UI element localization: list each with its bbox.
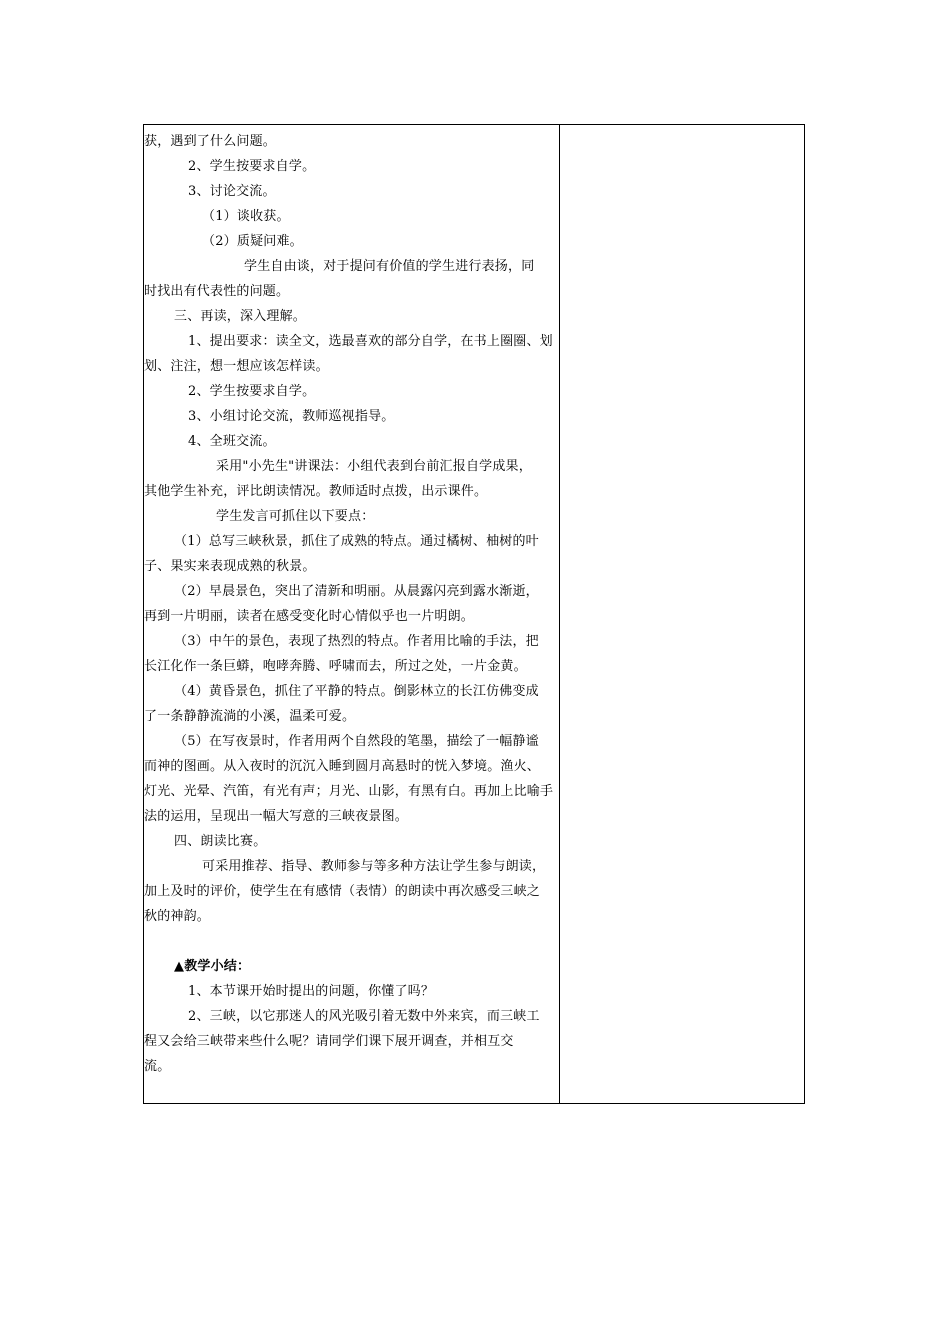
text-line: （3）中午的景色，表现了热烈的特点。作者用比喻的手法，把 xyxy=(174,634,539,649)
text-line: 程又会给三峡带来些什么呢？请同学们课下展开调查，并相互交 xyxy=(144,1034,514,1049)
text-line: 采用"小先生"讲课法：小组代表到台前汇报自学成果， xyxy=(216,459,532,474)
text-line: 1、提出要求：读全文，选最喜欢的部分自学，在书上圈圈、划 xyxy=(188,334,553,349)
text-line: 2、学生按要求自学。 xyxy=(188,384,316,399)
text-line: 长江化作一条巨蟒，咆哮奔腾、呼啸而去，所过之处，一片金黄。 xyxy=(144,659,527,674)
text-line: 再到一片明丽，读者在感受变化时心情似乎也一片明朗。 xyxy=(144,609,475,624)
text-line: 学生发言可抓住以下要点： xyxy=(216,509,375,524)
text-line: 2、三峡，以它那迷人的风光吸引着无数中外来宾，而三峡工 xyxy=(188,1009,540,1024)
text-line: 时找出有代表性的问题。 xyxy=(144,284,290,299)
text-line: 4、全班交流。 xyxy=(188,434,276,449)
text-line: 1、本节课开始时提出的问题，你懂了吗？ xyxy=(188,984,435,999)
text-line: 了一条静静流淌的小溪，温柔可爱。 xyxy=(144,709,356,724)
lesson-content-cell xyxy=(144,125,560,1103)
text-line: 学生自由谈，对于提问有价值的学生进行表扬，同 xyxy=(244,259,535,274)
text-line: （4）黄昏景色，抓住了平静的特点。倒影林立的长江仿佛变成 xyxy=(174,684,539,699)
text-line: （2）早晨景色，突出了清新和明丽。从晨露闪亮到露水渐逝， xyxy=(174,584,539,599)
text-line: 其他学生补充，评比朗读情况。教师适时点拨，出示课件。 xyxy=(144,484,488,499)
text-line: 秋的神韵。 xyxy=(144,909,211,924)
text-line xyxy=(144,929,559,954)
text-line: 获，遇到了什么问题。 xyxy=(144,134,277,149)
text-line: 加上及时的评价，使学生在有感情（表情）的朗读中再次感受三峡之 xyxy=(144,884,541,899)
lesson-table xyxy=(143,124,805,1104)
text-line: 而神的图画。从入夜时的沉沉入睡到圆月高悬时的恍入梦境。渔火、 xyxy=(144,759,541,774)
text-line: 三、再读，深入理解。 xyxy=(174,309,307,324)
text-line: 四、朗读比赛。 xyxy=(174,834,267,849)
text-line: 3、讨论交流。 xyxy=(188,184,276,199)
text-line: 子、果实来表现成熟的秋景。 xyxy=(144,559,316,574)
text-line: 2、学生按要求自学。 xyxy=(188,159,316,174)
text-line: （1）总写三峡秋景，抓住了成熟的特点。通过橘树、柚树的叶 xyxy=(174,534,539,549)
text-line: （2）质疑问难。 xyxy=(202,234,303,249)
text-line: 可采用推荐、指导、教师参与等多种方法让学生参与朗读， xyxy=(202,859,546,874)
text-line: 流。 xyxy=(144,1059,171,1074)
notes-cell xyxy=(560,125,804,1103)
text-line: （1）谈收获。 xyxy=(202,209,290,224)
text-line: 法的运用，呈现出一幅大写意的三峡夜景图。 xyxy=(144,809,409,824)
text-line: （5）在写夜景时，作者用两个自然段的笔墨，描绘了一幅静谧 xyxy=(174,734,539,749)
text-line: 3、小组讨论交流，教师巡视指导。 xyxy=(188,409,395,424)
section-heading: ▲教学小结： xyxy=(174,959,251,974)
text-line: 灯光、光晕、汽笛，有光有声；月光、山影，有黑有白。再加上比喻手 xyxy=(144,784,554,799)
text-line: 划、注注，想一想应该怎样读。 xyxy=(144,359,329,374)
